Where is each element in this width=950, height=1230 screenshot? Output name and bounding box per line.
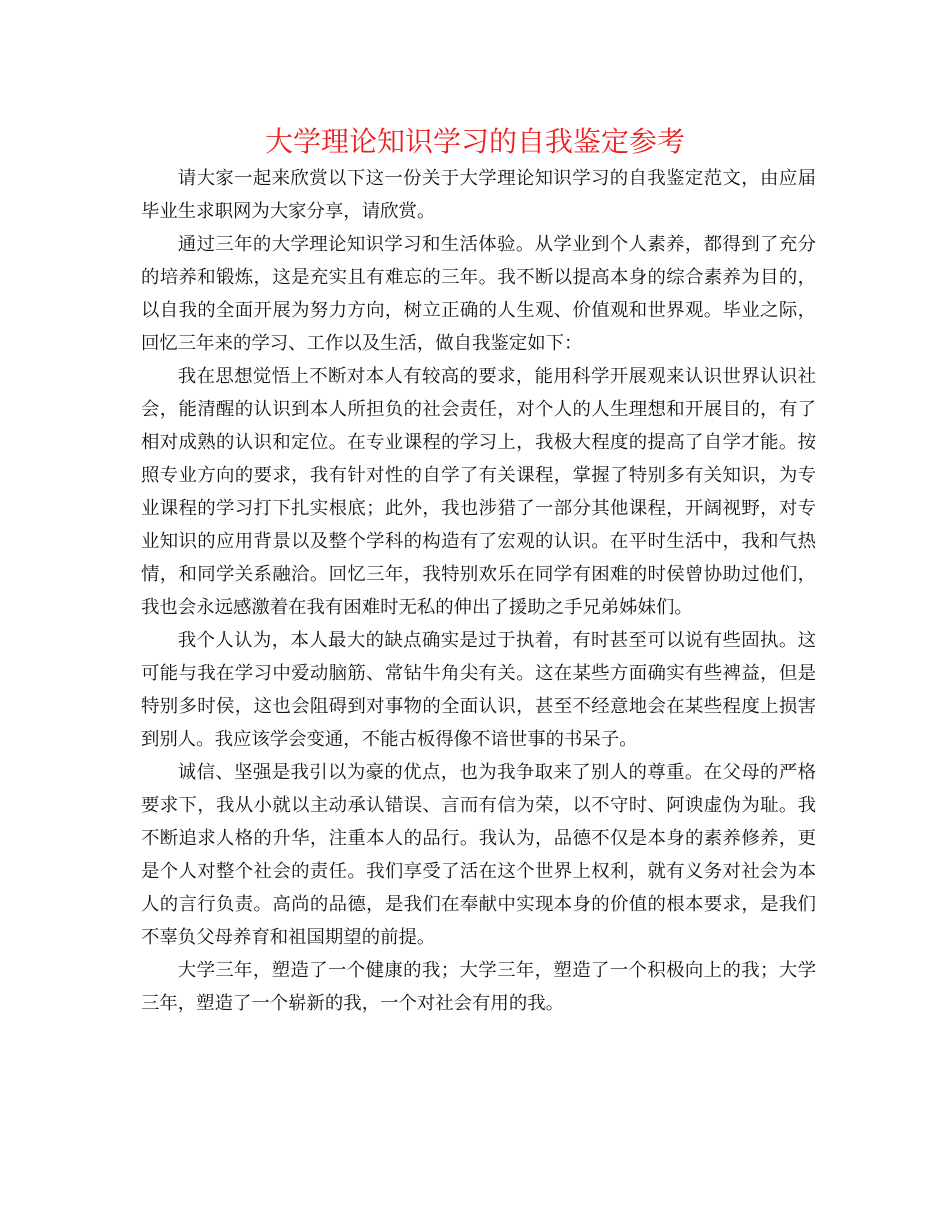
paragraph-study-and-life: 我在思想觉悟上不断对本人有较高的要求，能用科学开展观来认识世界认识社会，能清醒的认识到本人所担负的社会责任，对个人的人生理想和开展目的，有了相对成熟的认识和定位。在专业课程的学习上，我极大程度的提高了自学才能。按照专业方向的要求，我有针对性的自学了有关课程，掌握了特别多有关知识，为专业课程的学习打下扎实根底；此外，我也涉猎了一部分其他课程，开阔视野，对专业知识的应用背景以及整个学科的构造有了宏观的认识。在平时生活中，我和气热情，和同学关系融洽。回忆三年，我特别欢乐在同学有困难的时侯曾协助过他们，我也会永远感激着在我有困难时无私的伸出了援助之手兄弟姊妹们。 (141, 366, 816, 618)
paragraph-overview: 通过三年的大学理论知识学习和生活体验。从学业到个人素养，都得到了充分的培养和锻炼，这是充实且有难忘的三年。我不断以提高本身的综合素养为目的，以自我的全面开展为努力方向，树立正确的人生观、价值观和世界观。毕业之际，回忆三年来的学习、工作以及生活，做自我鉴定如下： (141, 234, 816, 354)
paragraph-strengths: 诚信、坚强是我引以为豪的优点，也为我争取来了别人的尊重。在父母的严格要求下，我从小就以主动承认错误、言而有信为荣，以不守时、阿谀虚伪为耻。我不断追求人格的升华，注重本人的品行。我认为，品德不仅是本身的素养修养，更是个人对整个社会的责任。我们享受了活在这个世界上权利，就有义务对社会为本人的言行负责。高尚的品德，是我们在奉献中实现本身的价值的根本要求，是我们不辜负父母养育和祖国期望的前提。 (141, 762, 816, 948)
paragraph-conclusion: 大学三年，塑造了一个健康的我；大学三年，塑造了一个积极向上的我；大学三年，塑造了一个崭新的我，一个对社会有用的我。 (141, 960, 816, 1014)
document-body (141, 162, 816, 1020)
paragraph-shortcomings: 我个人认为，本人最大的缺点确实是过于执着，有时甚至可以说有些固执。这可能与我在学习中爱动脑筋、常钻牛角尖有关。这在某些方面确实有些裨益，但是特别多时侯，这也会阻碍到对事物的全面认识，甚至不经意地会在某些程度上损害到别人。我应该学会变通，不能古板得像不谙世事的书呆子。 (141, 630, 816, 750)
paragraph-intro: 请大家一起来欣赏以下这一份关于大学理论知识学习的自我鉴定范文，由应届毕业生求职网为大家分享，请欣赏。 (141, 168, 816, 222)
document-title: 大学理论知识学习的自我鉴定参考 (264, 125, 685, 158)
